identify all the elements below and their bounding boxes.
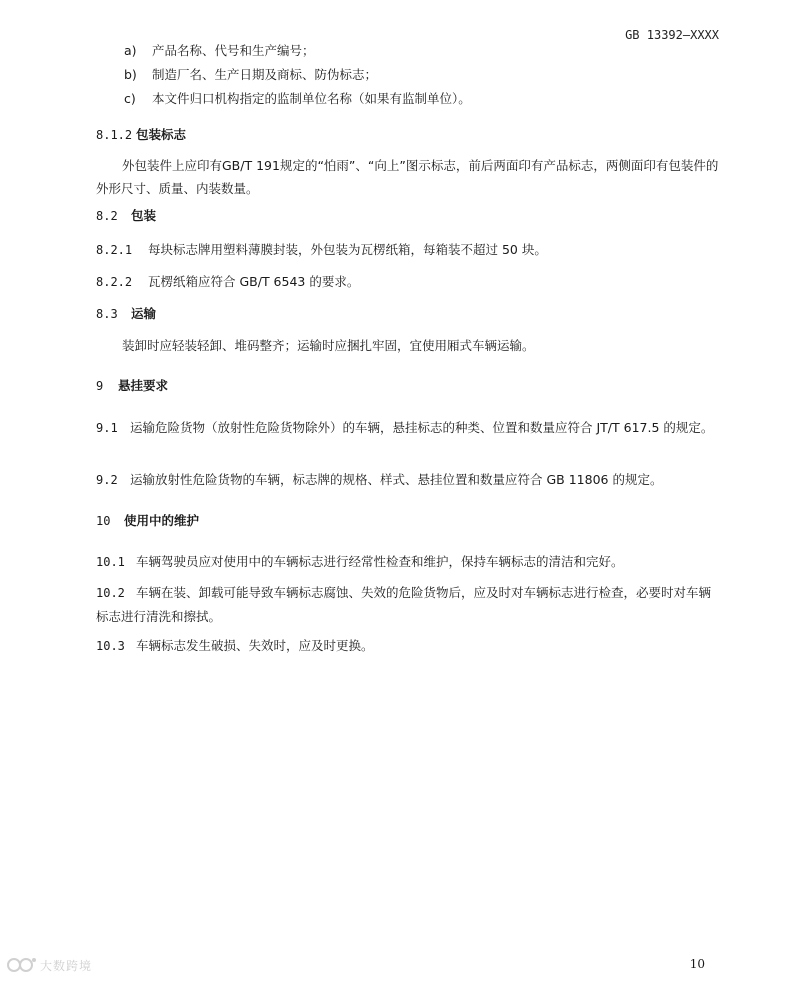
list-item — [124, 91, 471, 107]
list-marker: c) — [124, 91, 136, 106]
clause-10-1 — [96, 554, 624, 570]
section-number: 9 — [96, 379, 104, 393]
section-number: 8.2 — [96, 209, 118, 223]
clause-number: 10.1 — [96, 555, 125, 569]
list-text: 本文件归口机构指定的监制单位名称（如果有监制单位）。 — [152, 91, 471, 106]
list-marker: a) — [124, 43, 137, 58]
clause-text: 车辆标志发生破损、失效时，应及时更换。 — [136, 638, 374, 653]
section-title: 包装 — [131, 208, 157, 223]
section-number: 8.1.2 — [96, 128, 133, 142]
section-heading-8-2 — [96, 208, 156, 224]
clause-number: 9.1 — [96, 421, 118, 435]
clause-number: 9.2 — [96, 473, 118, 487]
list-text: 产品名称、代号和生产编号； — [152, 43, 315, 58]
clause-text: 车辆在装、卸载可能导致车辆标志腐蚀、失效的危险货物后，应及时对车辆标志进行检查，必要时对车辆标志进行清洗和擦拭。 — [96, 585, 712, 624]
clause-number: 10.2 — [96, 586, 125, 600]
list-marker: b) — [124, 67, 137, 82]
section-heading-10 — [96, 513, 199, 529]
clause-8-2-2 — [96, 274, 359, 290]
list-item — [124, 43, 315, 59]
list-text: 制造厂名、生产日期及商标、防伪标志； — [152, 67, 378, 82]
paragraph: 装卸时应轻装轻卸、堆码整齐；运输时应捆扎牢固，宜使用厢式车辆运输。 — [122, 338, 535, 353]
watermark-text: 大数跨境 — [40, 959, 93, 973]
clause-number: 8.2.1 — [96, 243, 133, 257]
clause-text: 运输危险货物（放射性危险货物除外）的车辆，悬挂标志的种类、位置和数量应符合 JT/T 617.5 的规定。 — [130, 420, 714, 435]
paragraph: 外包装件上应印有GB/T 191规定的“怕雨”、“向上”图示标志，前后两面印有产品标志，两侧面印有包装件的外形尺寸、质量、内装数量。 — [96, 158, 719, 196]
section-title: 包装标志 — [136, 127, 187, 142]
page-number: 10 — [689, 957, 705, 971]
clause-9-2 — [96, 472, 662, 488]
section-heading-8-1-2 — [96, 127, 186, 143]
clause-10-3 — [96, 638, 374, 654]
clause-9-1 — [96, 416, 721, 440]
clause-8-2-1 — [96, 242, 547, 258]
clause-10-2 — [96, 581, 721, 628]
clause-text: 运输放射性危险货物的车辆，标志牌的规格、样式、悬挂位置和数量应符合 GB 11806 的规定。 — [130, 472, 663, 487]
watermark-logo — [6, 954, 106, 976]
section-title: 运输 — [131, 306, 157, 321]
list-item — [124, 67, 377, 83]
clause-number: 10.3 — [96, 639, 125, 653]
section-heading-8-3 — [96, 306, 156, 322]
section-number: 8.3 — [96, 307, 118, 321]
clause-text: 每块标志牌用塑料薄膜封装，外包装为瓦楞纸箱，每箱装不超过 50 块。 — [148, 242, 547, 257]
section-heading-9 — [96, 378, 168, 394]
section-title: 悬挂要求 — [118, 378, 169, 393]
document-code-header: GB 13392—XXXX — [625, 28, 719, 42]
clause-text: 车辆驾驶员应对使用中的车辆标志进行经常性检查和维护，保持车辆标志的清洁和完好。 — [136, 554, 624, 569]
clause-number: 8.2.2 — [96, 275, 133, 289]
section-number: 10 — [96, 514, 111, 528]
section-title: 使用中的维护 — [124, 513, 200, 528]
watermark-icon — [6, 954, 38, 976]
clause-text: 瓦楞纸箱应符合 GB/T 6543 的要求。 — [148, 274, 360, 289]
